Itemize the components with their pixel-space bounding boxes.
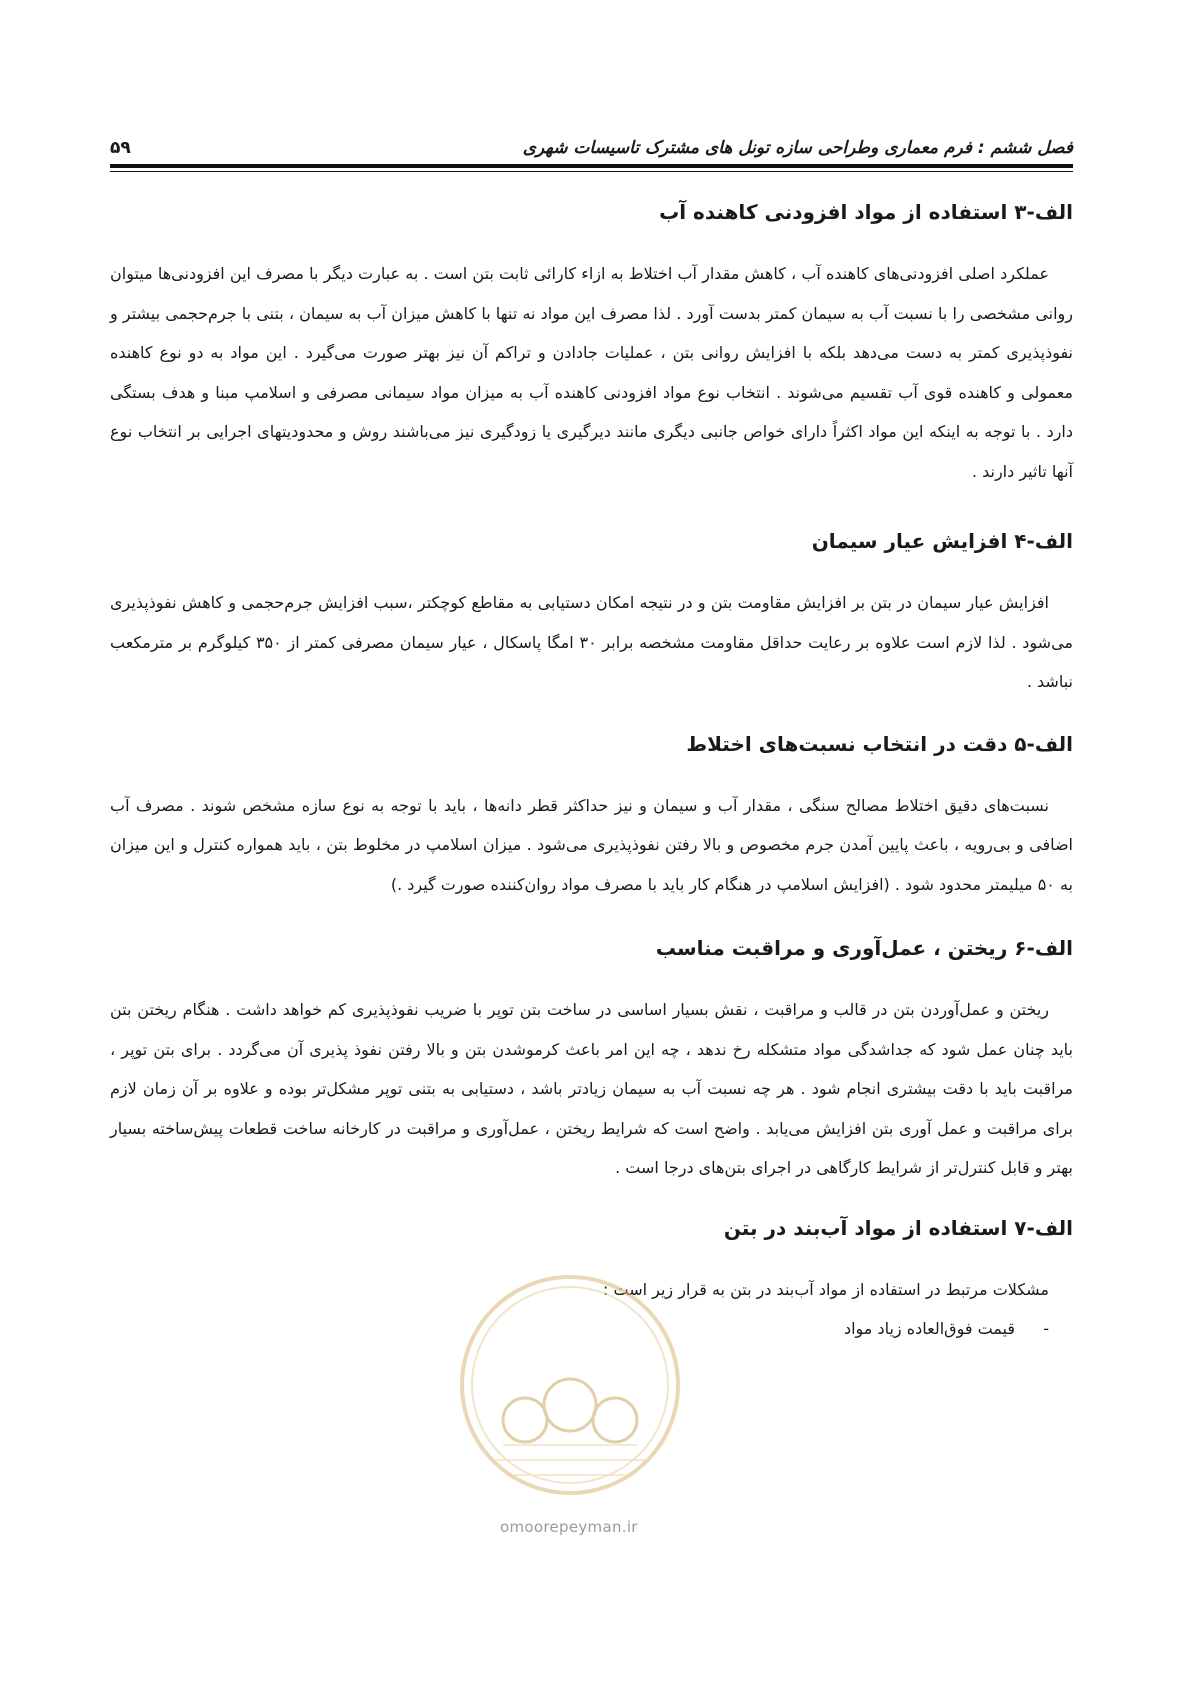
watermark-site-text: omoorepeyman.ir	[500, 1518, 638, 1536]
page-number: ۵۹	[110, 138, 131, 158]
running-header	[110, 118, 1073, 158]
body-content	[110, 196, 1073, 1349]
section-heading: الف-۵ دقت در انتخاب نسبت‌های اختلاط	[686, 731, 1073, 756]
section-paragraph: ریختن و عمل‌آوردن بتن در قالب و مراقبت ، نقش بسیار اساسی در ساخت بتن توپر با ضریب نفوذپذیری کم خواهد داشت . هنگام ریختن بتن باید چنان عمل شود که جداشدگی مواد متشکله رخ ندهد ، چه این امر باعث کرموشدن بتن و بالا رفتن نفوذ پذیری آن می‌گردد . برای بتن توپر ، مراقبت باید با دقت بیشتری انجام شود . هر چه نسبت آب به سیمان زیادتر باشد ، دستیابی به بتنی توپر مشکل‌تر بوده و علاوه بر آن زمان لازم برای مراقبت و عمل آوری بتن افزایش می‌یابد . واضح است که شرایط ریختن ، عمل‌آوری و مراقبت در کارخانه ساخت قطعات پیش‌ساخته بسیار بهتر و قابل کنترل‌تر از شرایط کارگاهی در اجرای بتن‌های درجا است .	[110, 1000, 1073, 1177]
list-item-text: قیمت فوق‌العاده زیاد مواد	[843, 1319, 1015, 1338]
section-a4	[110, 525, 1073, 702]
section-a3	[110, 196, 1073, 491]
section-paragraph: عملکرد اصلی افزودنی‌های کاهنده آب ، کاهش مقدار آب اختلاط به ازاء کارائی ثابت بتن است . به عبارت دیگر با مصرف این افزودنی‌ها میتوان روانی مشخصی را با نسبت آب به سیمان کمتر بدست آورد . لذا مصرف این مواد نه تنها با کاهش میزان آب به سیمان ، بتنی با جرم‌حجمی بیشتر و نفوذپذیری کمتر به دست می‌دهد بلکه با افزایش روانی بتن ، عملیات جادادن و تراکم آن نیز بهتر صورت می‌گیرد . این مواد به دو نوع کاهنده معمولی و کاهنده قوی آب تقسیم می‌شوند . انتخاب نوع مواد افزودنی کاهنده آب به میزان مواد سیمانی مصرفی و اسلامپ مبنا و هدف بستگی دارد . با توجه به اینکه این مواد اکثراً دارای خواص جانبی دیگری مانند دیرگیری یا زودگیری نیز می‌باشند روش و محدودیتهای اجرایی بر انتخاب نوع آنها تاثیر دارند .	[110, 264, 1073, 481]
section-paragraph: نسبت‌های دقیق اختلاط مصالح سنگی ، مقدار آب و سیمان و نیز حداکثر قطر دانه‌ها ، باید با توجه به نوع سازه مشخص شوند . مصرف آب اضافی و بی‌رویه ، باعث پایین آمدن جرم مخصوص و بالا رفتن نفوذپذیری می‌شود . میزان اسلامپ در مخلوط بتن ، باید همواره کنترل و این میزان به ۵۰ میلیمتر محدود شود . (افزایش اسلامپ در هنگام کار باید با مصرف مواد روان‌کننده صورت گیرد .)	[110, 795, 1073, 894]
watermark-logo-icon	[455, 1270, 685, 1520]
section-a6	[110, 932, 1073, 1188]
section-heading: الف-۳ استفاده از مواد افزودنی کاهنده آب	[659, 200, 1073, 224]
section-heading: الف-۴ افزایش عیار سیمان	[811, 529, 1073, 553]
section-heading: الف-۶ ریختن ، عمل‌آوری و مراقبت مناسب	[655, 936, 1073, 960]
header-rule-thick	[110, 164, 1073, 168]
chapter-title: فصل ششم : فرم معماری وطراحی سازه تونل های مشترک تاسیسات شهری	[522, 138, 1073, 158]
watermark-site	[500, 1518, 638, 1536]
section-heading: الف-۷ استفاده از مواد آب‌بند در بتن	[723, 1215, 1073, 1240]
section-a5	[110, 728, 1073, 905]
header-rule-thin	[110, 171, 1073, 172]
section-paragraph: مشکلات مرتبط در استفاده از مواد آب‌بند در بتن به قرار زیر است :	[603, 1279, 1049, 1299]
list-bullet: -	[1043, 1319, 1049, 1338]
section-paragraph: افزایش عیار سیمان در بتن بر افزایش مقاومت بتن و در نتیجه امکان دستیابی به مقاطع کوچکتر ،سبب افزایش جرم‌حجمی و کاهش نفوذپذیری می‌شود . لذا لازم است علاوه بر رعایت حداقل مقاومت مشخصه برابر ۳۰ امگا پاسکال ، عیار سیمان مصرفی کمتر از ۳۵۰ کیلوگرم بر مترمکعب نباشد .	[110, 593, 1073, 691]
